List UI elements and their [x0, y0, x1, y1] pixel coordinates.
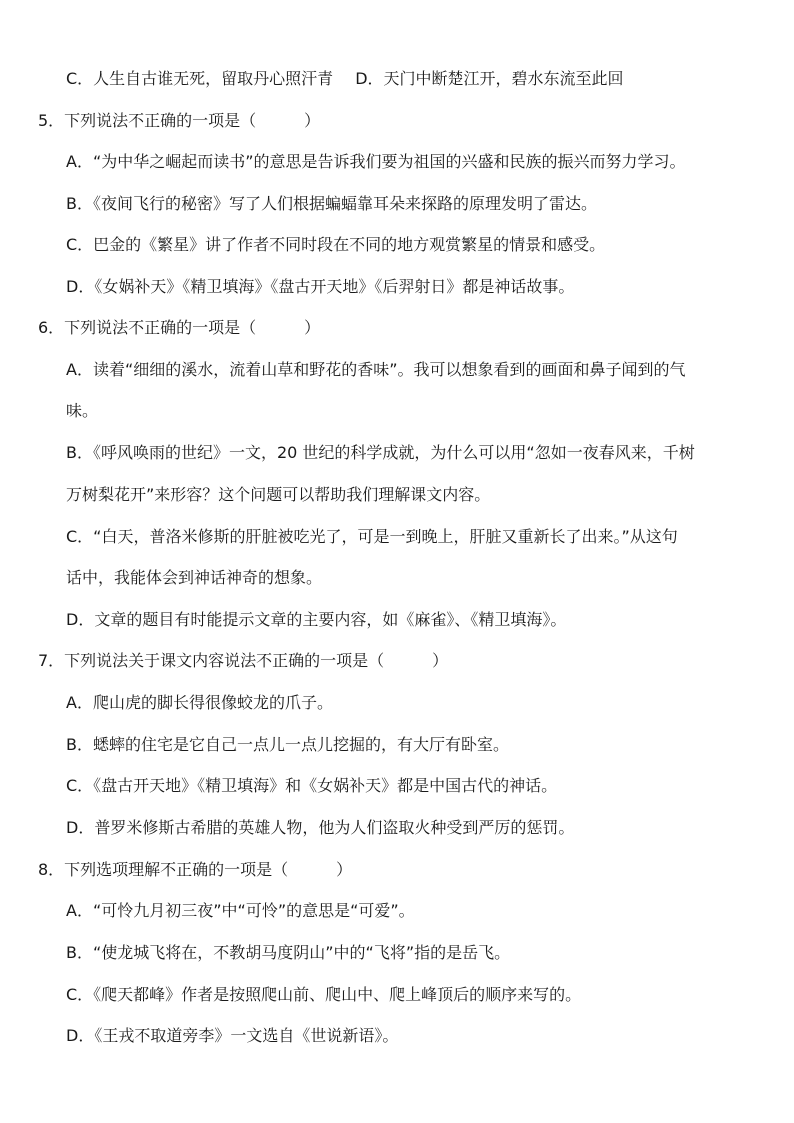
- q4-option-c: C．人生自古谁无死，留取丹心照汗青: [66, 69, 334, 88]
- q6-stem: 6．下列说法不正确的一项是（ ）: [38, 318, 321, 337]
- q7-option-b: B．蟋蟀的住宅是它自己一点儿一点儿挖掘的，有大厅有卧室。: [66, 735, 509, 754]
- q6-option-d: D．文章的题目有时能提示文章的主要内容，如《麻雀》、《精卫填海》。: [66, 610, 567, 629]
- q8-option-b: B．“使龙城飞将在，不教胡马度阴山”中的“飞将”指的是岳飞。: [66, 943, 511, 962]
- q7-option-d: D．普罗米修斯古希腊的英雄人物，他为人们盗取火种受到严厉的惩罚。: [66, 818, 575, 837]
- q6-option-c: C．“白天，普洛米修斯的肝脏被吃光了，可是一到晚上，肝脏又重新长了出来。”从这句: [66, 527, 678, 546]
- q5-option-c: C．巴金的《繁星》讲了作者不同时段在不同的地方观赏繁星的情景和感受。: [66, 235, 606, 254]
- q5-option-b: B．《夜间飞行的秘密》写了人们根据蝙蝠靠耳朵来探路的原理发明了雷达。: [66, 194, 597, 213]
- q6-option-c-cont: 话中，我能体会到神话神奇的想象。: [66, 568, 323, 587]
- q8-option-c: C．《爬天都峰》作者是按照爬山前、爬山中、爬上峰顶后的顺序来写的。: [66, 985, 582, 1004]
- q8-option-a: A．“可怜九月初三夜”中“可怜”的意思是“可爱”。: [66, 901, 415, 920]
- q7-stem: 7．下列说法关于课文内容说法不正确的一项是（ ）: [38, 651, 449, 670]
- q4-option-d: D．天门中断楚江开，碧水东流至此回: [355, 69, 624, 88]
- q5-option-a: A．“为中华之崛起而读书”的意思是告诉我们要为祖国的兴盛和民族的振兴而努力学习。: [66, 152, 686, 171]
- q6-option-a: A．读着“细细的溪水，流着山草和野花的香味”。我可以想象看到的画面和鼻子闻到的气: [66, 360, 686, 379]
- q6-option-a-cont: 味。: [66, 401, 99, 420]
- q4-options-cd: [66, 68, 624, 90]
- q8-option-d: D．《王戎不取道旁李》一文选自《世说新语》。: [66, 1026, 399, 1045]
- q6-option-b-cont: 万树梨花开”来形容？这个问题可以帮助我们理解课文内容。: [66, 485, 491, 504]
- q8-stem: 8．下列选项理解不正确的一项是（ ）: [38, 860, 353, 879]
- q5-stem: 5．下列说法不正确的一项是（ ）: [38, 111, 321, 130]
- q6-option-b: B．《呼风唤雨的世纪》一文，20 世纪的科学成就，为什么可以用“忽如一夜春风来，千树: [66, 443, 695, 462]
- q5-option-d: D．《女娲补天》《精卫填海》《盘古开天地》《后羿射日》都是神话故事。: [66, 277, 575, 296]
- q7-option-c: C．《盘古开天地》《精卫填海》和《女娲补天》都是中国古代的神话。: [66, 776, 558, 795]
- q7-option-a: A．爬山虎的脚长得很像蛟龙的爪子。: [66, 693, 333, 712]
